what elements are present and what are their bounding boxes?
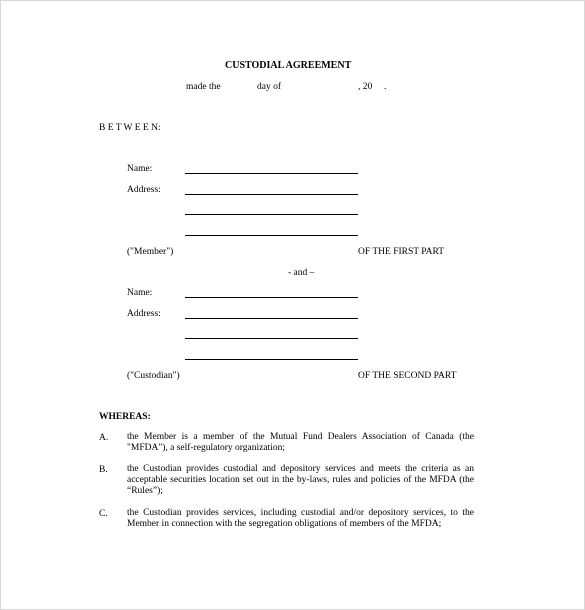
- whereas-letter-b: B.: [99, 465, 108, 475]
- whereas-letter-a: A.: [99, 433, 109, 443]
- party-two-name-label: Name:: [127, 288, 153, 298]
- party-one-name-line: [185, 173, 358, 174]
- year-suffix-text: .: [384, 82, 387, 92]
- party-one-address-line-1: [185, 194, 358, 195]
- whereas-text-c: the Custodian provides services, including custodial and/or depository services, to the Member in connection with the segregation obligations of members of the MFDA;: [127, 508, 474, 529]
- whereas-heading: WHEREAS:: [99, 412, 151, 422]
- party-two-address-line-2: [185, 338, 358, 339]
- whereas-text-a: the Member is a member of the Mutual Fund Dealers Association of Canada (the "MFDA"), a self-regulatory organization;: [127, 432, 474, 453]
- whereas-letter-c: C.: [99, 509, 108, 519]
- party-one-address-label: Address:: [127, 185, 161, 195]
- year-prefix-text: , 20: [358, 82, 373, 92]
- party-two-part: OF THE SECOND PART: [358, 371, 457, 381]
- party-two-name-line: [185, 297, 358, 298]
- between-heading: B E T W E E N:: [99, 123, 161, 133]
- party-one-address-line-3: [185, 235, 358, 236]
- party-one-address-line-2: [185, 214, 358, 215]
- party-two-address-label: Address:: [127, 309, 161, 319]
- day-of-text: day of: [257, 82, 282, 92]
- and-separator: - and –: [288, 268, 315, 278]
- party-two-designation: ("Custodian"): [127, 371, 180, 381]
- made-the-text: made the: [186, 82, 221, 92]
- party-two-address-line-1: [185, 318, 358, 319]
- party-one-name-label: Name:: [127, 164, 153, 174]
- document-title: CUSTODIAL AGREEMENT: [225, 60, 352, 71]
- party-two-address-line-3: [185, 359, 358, 360]
- party-one-part: OF THE FIRST PART: [358, 247, 445, 257]
- party-one-designation: ("Member"): [127, 247, 174, 257]
- whereas-text-b: the Custodian provides custodial and depository services and meets the criteria as an acceptable securities location set out in the by-laws, rules and policies of the MFDA (the “Rules”);: [127, 464, 474, 496]
